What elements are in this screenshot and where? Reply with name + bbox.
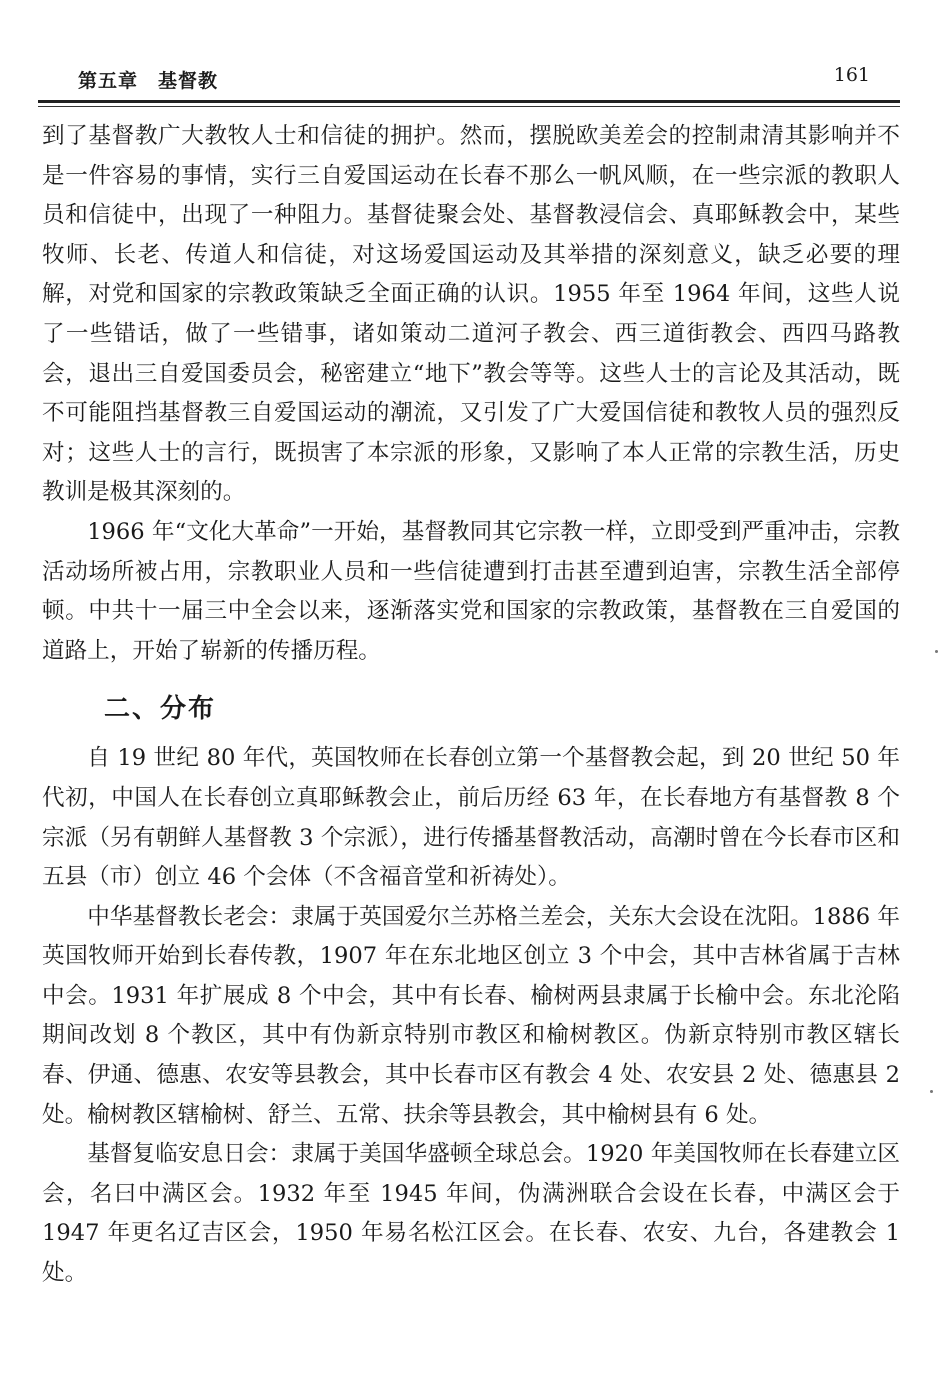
- paragraph-adventist: 基督复临安息日会：隶属于美国华盛顿全球总会。1920 年美国牧师在长春建立区会，名曰中满区会。1932 年至 1945 年间，伪满洲联合会设在长春，中满区会于 1947 年更名辽吉区会，1950 年易名松江区会。在长春、农安、九台，各建教会 1 处。: [42, 1141, 900, 1287]
- header-rule: [38, 100, 900, 103]
- body-text: [42, 117, 900, 1294]
- paragraph-cultural-revolution: 1966 年“文化大革命”一开始，基督教同其它宗教一样，立即受到严重冲击，宗教活动场所被占用，宗教职业人员和一些信徒遭到打击甚至遭到迫害，宗教生活全部停顿。中共十一届三中全会以来，逐渐落实党和国家的宗教政策，基督教在三自爱国的道路上，开始了崭新的传播历程。: [42, 518, 900, 664]
- chapter-title: 第五章 基督教: [78, 70, 219, 92]
- paragraph-distribution-intro: 自 19 世纪 80 年代，英国牧师在长春创立第一个基督教会起，到 20 世纪 50 年代初，中国人在长春创立真耶稣教会止，前后历经 63 年，在长春地方有基督教 8 个宗派（另有朝鲜人基督教 3 个宗派），进行传播基督教活动，高潮时曾在今长春市区和五县（市）创立 46 个会体（不含福音堂和祈祷处）。: [42, 745, 900, 891]
- scan-speck: [935, 650, 938, 653]
- paragraph-presbyterian: 中华基督教长老会：隶属于英国爱尔兰苏格兰差会，关东大会设在沈阳。1886 年英国牧师开始到长春传教，1907 年在东北地区创立 3 个中会，其中吉林省属于吉林中会。1931 年扩展成 8 个中会，其中有长春、榆树两县隶属于长榆中会。东北沦陷期间改划 8 个教区，其中有伪新京特别市教区和榆树教区。伪新京特别市教区辖长春、伊通、德惠、农安等县教会，其中长春市区有教会 4 处、农安县 2 处、德惠县 2 处。榆树教区辖榆树、舒兰、五常、扶余等县教会，其中榆树县有 6 处。: [42, 903, 900, 1128]
- page-number: 161: [833, 64, 870, 86]
- running-header: [78, 64, 900, 96]
- header-rule-thin: [38, 106, 900, 107]
- section-heading: 二、分布: [104, 694, 217, 725]
- scan-speck: [930, 1090, 933, 1093]
- paragraph-continued: 到了基督教广大教牧人士和信徒的拥护。然而，摆脱欧美差会的控制肃清其影响并不是一件容易的事情，实行三自爱国运动在长春不那么一帆风顺，在一些宗派的教职人员和信徒中，出现了一种阻力。基督徒聚会处、基督教浸信会、真耶稣教会中，某些牧师、长老、传道人和信徒，对这场爱国运动及其举措的深刻意义，缺乏必要的理解，对党和国家的宗教政策缺乏全面正确的认识。1955 年至 1964 年间，这些人说了一些错话，做了一些错事，诸如策动二道河子教会、西三道街教会、西四马路教会，退出三自爱国委员会，秘密建立“地下”教会等等。这些人士的言论及其活动，既不可能阻挡基督教三自爱国运动的潮流，又引发了广大爱国信徒和教牧人员的强烈反对；这些人士的言行，既损害了本宗派的形象，又影响了本人正常的宗教生活，历史教训是极其深刻的。: [42, 123, 900, 506]
